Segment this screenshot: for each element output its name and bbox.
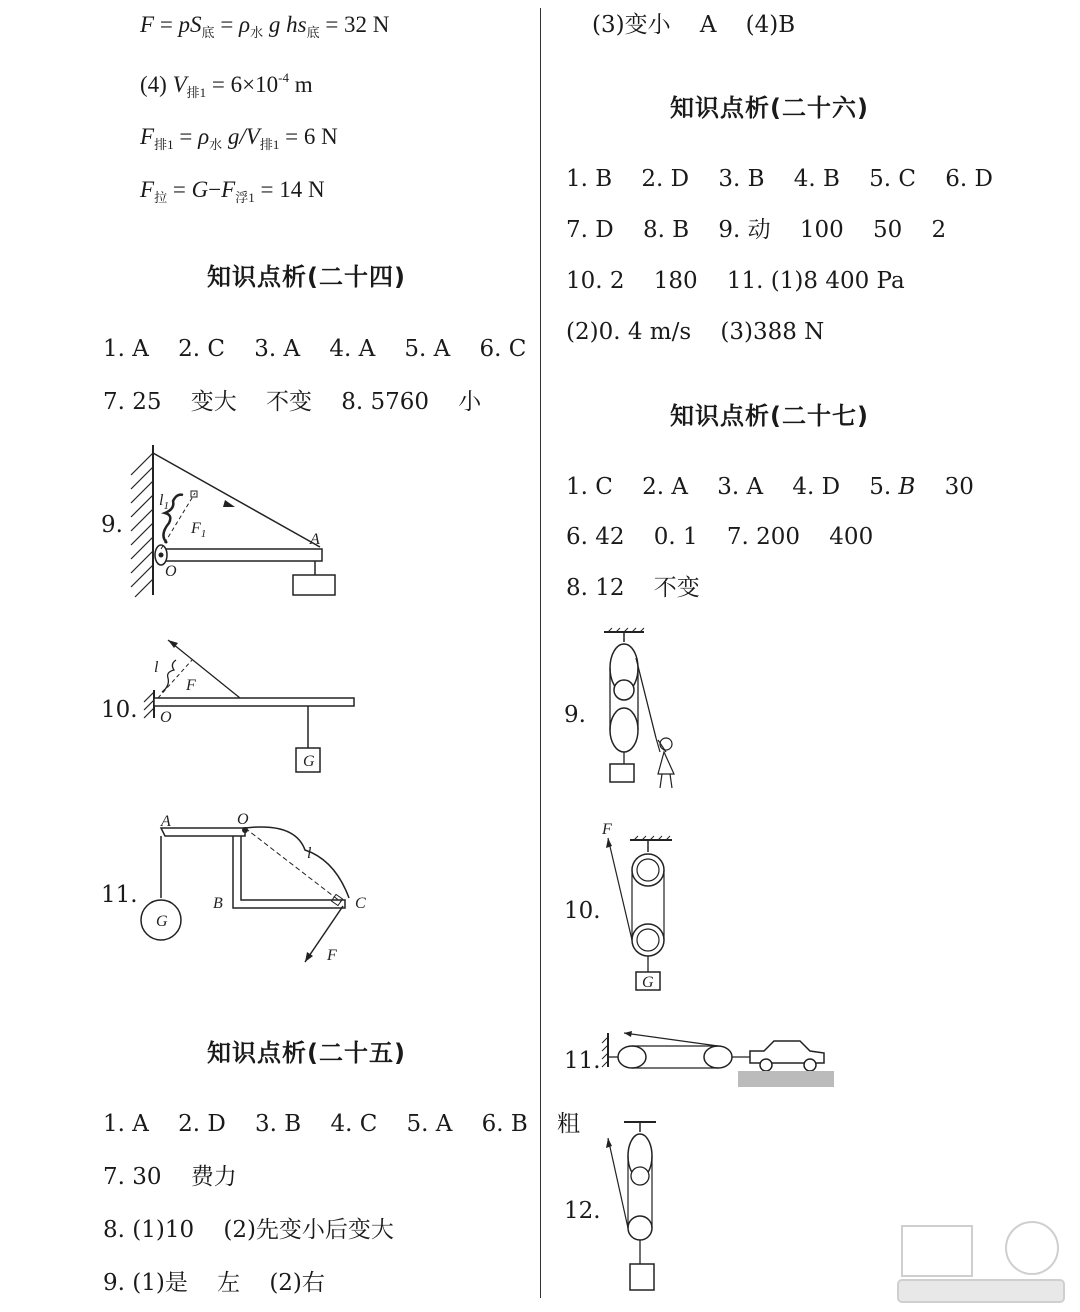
car-pulley-diagram	[598, 1025, 838, 1095]
fig-10-number: 10.	[101, 697, 138, 723]
section-25-answers-row-1: 1. A 2. D 3. B 4. C 5. A 6. B 粗	[103, 1111, 581, 1137]
section-24-answers-row-1: 1. A 2. C 3. A 4. A 5. A 6. C	[103, 336, 527, 362]
fig11-label-B: B	[213, 895, 223, 912]
fig10-label-O: O	[160, 709, 172, 726]
fig11-label-l: l	[307, 845, 312, 862]
formula-line-3: $F_{排1} = \rho_水$ $g/V_{排1} = 6$ N	[140, 124, 338, 152]
r-fig10-label-G: G	[642, 974, 654, 991]
fig11-label-O: O	[237, 811, 249, 828]
section-26-answers-row-4: (2)0. 4 m/s (3)388 N	[566, 319, 825, 345]
fig11-label-F: F	[327, 947, 337, 964]
section-26-answers-row-3: 10. 2 180 11. (1)8 400 Pa	[566, 268, 905, 294]
fig9-label-l1: $l_1$	[159, 492, 169, 512]
section-27-answers-row-3: 8. 12 不变	[566, 575, 700, 601]
formula-line-4: $F_拉 = G-F_{浮1} = 14$ N	[140, 177, 325, 205]
section-25-answers-row-2: 7. 30 费力	[103, 1164, 237, 1190]
right-top-line: (3)变小 A (4)B	[592, 12, 796, 38]
section-24-title: 知识点析(二十四)	[207, 263, 406, 291]
fig10-label-F: F	[186, 677, 196, 694]
section-24-answers-row-2: 7. 25 变大 不变 8. 5760 小	[103, 389, 482, 415]
fig10-label-l: l	[154, 659, 159, 676]
pulley-system-diagram-4	[604, 1118, 664, 1298]
fig-11-number: 11.	[101, 882, 138, 908]
fig11-label-G: G	[156, 913, 168, 930]
fig-9-number: 9.	[101, 512, 123, 538]
pulley-girl-diagram	[600, 628, 690, 798]
section-25-answers-row-4: 9. (1)是 左 (2)右	[103, 1270, 325, 1296]
section-27-answers-row-1: 1. C 2. A 3. A 4. D 5. B 30	[566, 474, 974, 500]
r-fig-11-number: 11.	[564, 1048, 601, 1074]
lever-horizontal-diagram	[140, 638, 360, 778]
fig10-label-G: G	[303, 753, 315, 770]
column-divider	[540, 8, 541, 1298]
bent-lever-diagram	[135, 812, 375, 972]
r-fig10-label-F: F	[602, 821, 612, 838]
section-26-title: 知识点析(二十六)	[670, 94, 869, 122]
fig9-label-A: A	[310, 531, 320, 548]
r-fig-12-number: 12.	[564, 1198, 601, 1224]
formula-line-1: $F = pS_底 = \rho_水$ g $hs_底 = 32$ N	[140, 12, 390, 40]
lever-wall-diagram	[125, 445, 365, 605]
r-fig-10-number: 10.	[564, 898, 601, 924]
pulley-system-diagram-2	[600, 822, 680, 992]
fig9-label-O: O	[165, 563, 177, 580]
formula-line-2: (4) $V_{排1} = 6\times 10^{-4}$ m	[140, 70, 313, 100]
section-27-title: 知识点析(二十七)	[670, 402, 869, 430]
fig11-label-A: A	[161, 813, 171, 830]
section-26-answers-row-2: 7. D 8. B 9. 动 100 50 2	[566, 217, 947, 243]
fig9-label-F1: $F_1$	[191, 520, 207, 540]
section-25-title: 知识点析(二十五)	[207, 1039, 406, 1067]
watermark-logo	[892, 1216, 1072, 1306]
r-fig-9-number: 9.	[564, 702, 586, 728]
fig11-label-C: C	[355, 895, 366, 912]
section-26-answers-row-1: 1. B 2. D 3. B 4. B 5. C 6. D	[566, 166, 993, 192]
section-25-answers-row-3: 8. (1)10 (2)先变小后变大	[103, 1217, 394, 1243]
section-27-answers-row-2: 6. 42 0. 1 7. 200 400	[566, 524, 874, 550]
